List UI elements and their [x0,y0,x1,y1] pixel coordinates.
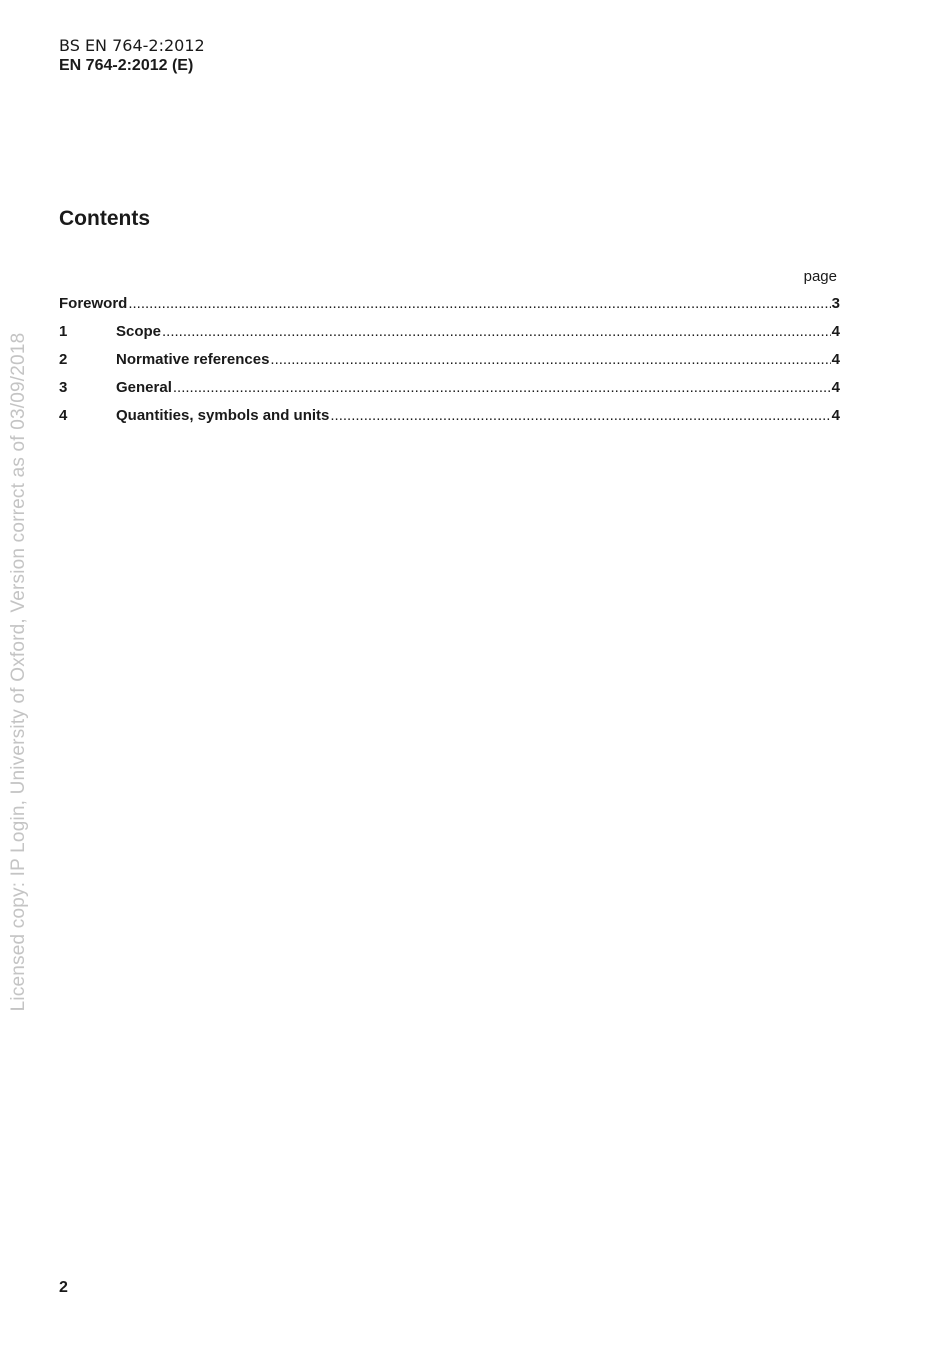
toc-dot-leader [270,349,830,371]
toc-dot-leader [128,293,830,315]
toc-entry-number: 1 [59,323,68,340]
toc-entry-normative-references[interactable] [59,349,840,377]
contents-title: Contents [59,207,150,230]
page-column-label: page [803,268,837,285]
toc-entry-foreword[interactable] [59,293,840,321]
toc-entry-page: 4 [831,379,840,396]
toc-entry-title: Normative references [116,351,270,368]
toc-entry-scope[interactable] [59,321,840,349]
document-reference [59,36,205,76]
toc-entry-quantities-symbols-units[interactable] [59,405,840,433]
toc-entry-number: 2 [59,351,68,368]
toc-dot-leader [330,405,830,427]
toc-entry-number: 4 [59,407,68,424]
bs-reference: BS EN 764-2:2012 [59,36,205,55]
toc-entry-title: Scope [116,323,162,340]
toc-entry-page: 3 [831,295,840,312]
license-watermark: Licensed copy: IP Login, University of Oxford, Version correct as of 03/09/2018 [8,332,29,1012]
toc-entry-title: General [116,379,172,396]
page-number: 2 [59,1279,68,1296]
toc-entry-page: 4 [831,407,840,424]
toc-entry-title: Quantities, symbols and units [116,407,330,424]
toc-entry-number: 3 [59,379,68,396]
toc-entry-general[interactable] [59,377,840,405]
en-reference: EN 764-2:2012 (E) [59,57,194,74]
toc-dot-leader [162,321,831,343]
toc-entry-page: 4 [831,323,840,340]
table-of-contents [59,293,840,433]
toc-entry-page: 4 [831,351,840,368]
toc-entry-title: Foreword [59,295,128,312]
toc-dot-leader [173,377,831,399]
